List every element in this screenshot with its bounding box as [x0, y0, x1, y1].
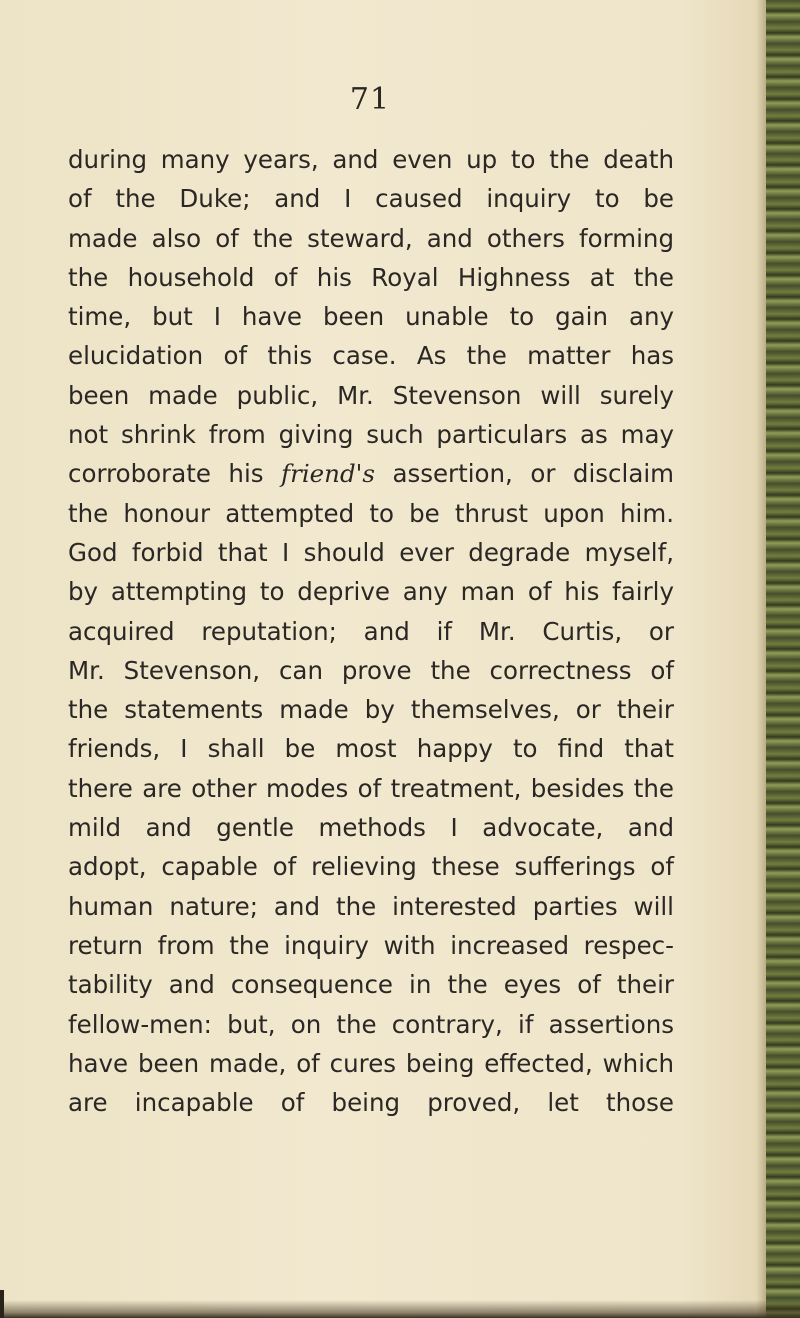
italic-word: friend's [281, 459, 375, 489]
text-line: by attempting to deprive any man of his fairly [68, 577, 674, 607]
text-line: friends, I shall be most happy to find that [68, 734, 674, 764]
text-line: not shrink from giving such particulars as may [68, 420, 674, 450]
text-line: human nature; and the interested parties will [68, 891, 674, 921]
text-line: fellow-men: but, on the contrary, if assertions [68, 1009, 674, 1039]
text-line: elucidation of this case. As the matter has [68, 341, 674, 371]
page-edge-shadow [756, 0, 766, 1318]
text-line: tability and consequence in the eyes of their [68, 970, 674, 1000]
text-segment: corroborate his [68, 459, 282, 489]
book-spine-edge [766, 0, 800, 1318]
text-line: God forbid that I should ever degrade myself, [68, 537, 674, 567]
text-line: time, but I have been unable to gain any [68, 302, 674, 332]
text-line: the statements made by themselves, or their [68, 695, 674, 725]
text-line: been made public, Mr. Stevenson will surely [68, 380, 674, 410]
text-segment: assertion, or disclaim [374, 459, 675, 489]
page-number: 71 [349, 82, 391, 117]
text-line: have been made, of cures being effected, which [68, 1048, 674, 1078]
text-line: during many years, and even up to the death [68, 145, 674, 174]
text-line: there are other modes of treatment, besides the [68, 773, 674, 803]
text-line: adopt, capable of relieving these sufferings of [68, 852, 674, 882]
body-text [68, 140, 674, 1122]
page-bottom-edge [0, 1300, 800, 1318]
text-line: the honour attempted to be thrust upon him. [68, 498, 674, 528]
text-line: return from the inquiry with increased respec- [68, 930, 674, 960]
text-line: Mr. Stevenson, can prove the correctness of [68, 655, 674, 685]
page-corner-mark [0, 1290, 4, 1318]
text-line: acquired reputation; and if Mr. Curtis, or [68, 616, 674, 646]
text-line: are incapable of being proved, let those [68, 1088, 674, 1118]
text-line: the household of his Royal Highness at the [68, 262, 674, 292]
text-line: made also of the steward, and others forming [68, 223, 674, 253]
text-line: mild and gentle methods I advocate, and [68, 813, 674, 843]
text-line: of the Duke; and I caused inquiry to be [68, 184, 674, 214]
text-line-italic [68, 454, 674, 493]
